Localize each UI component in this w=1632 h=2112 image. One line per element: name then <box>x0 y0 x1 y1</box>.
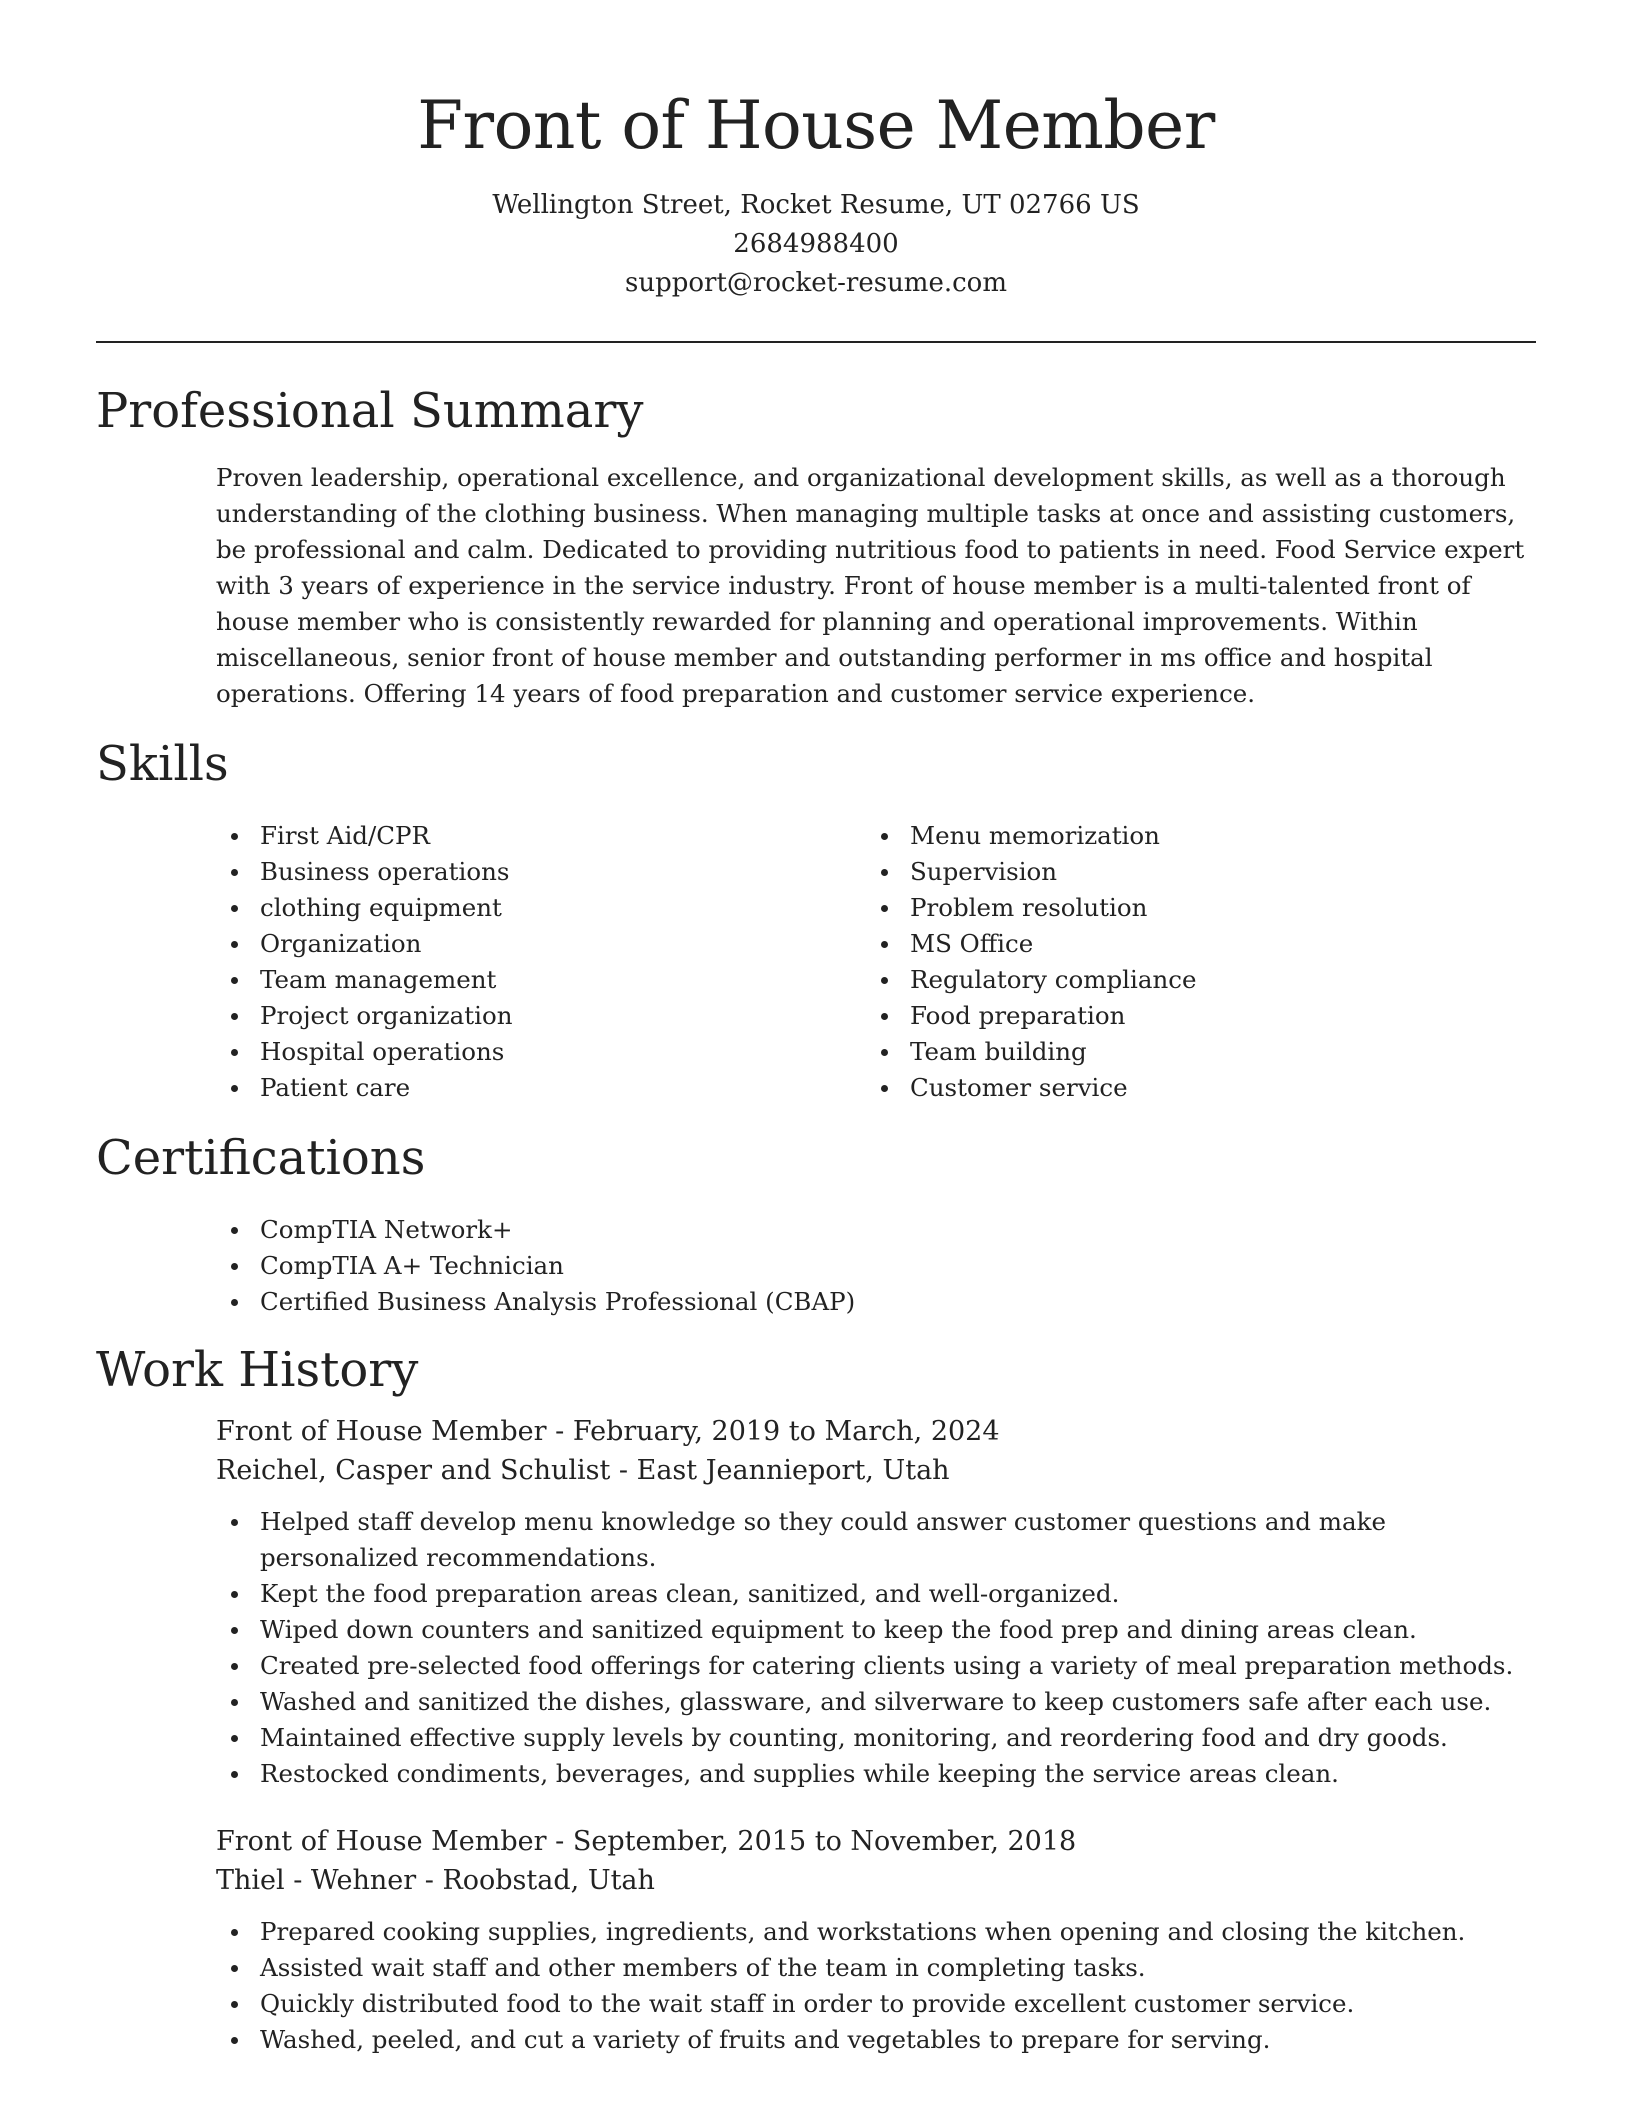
resume-header <box>0 80 1632 303</box>
header-divider <box>96 341 1536 343</box>
phone-number: 2684988400 <box>733 229 899 259</box>
skill-item: First Aid/CPR <box>216 818 836 854</box>
certification-item: CompTIA Network+ <box>216 1212 1516 1248</box>
skills-list-left <box>216 818 836 1106</box>
section-title-skills: Skills <box>96 736 229 792</box>
skill-item: Supervision <box>866 854 1526 890</box>
company-name: Thiel - Wehner <box>216 1865 417 1896</box>
certification-item: CompTIA A+ Technician <box>216 1248 1516 1284</box>
separator: - <box>416 1865 443 1896</box>
skill-item: Problem resolution <box>866 890 1526 926</box>
skill-item: Regulatory compliance <box>866 962 1526 998</box>
skill-item: Project organization <box>216 998 836 1034</box>
skill-item: Food preparation <box>866 998 1526 1034</box>
job-company-line <box>216 1861 1536 1900</box>
job-entry <box>216 1412 1536 1792</box>
certifications-list <box>216 1212 1516 1320</box>
job-duty-item: Restocked condiments, beverages, and supplies while keeping the service areas clean. <box>216 1756 1536 1792</box>
job-duty-item: Wiped down counters and sanitized equipment to keep the food prep and dining areas clean. <box>216 1612 1536 1648</box>
job-duty-item: Maintained effective supply levels by counting, monitoring, and reordering food and dry goods. <box>216 1720 1536 1756</box>
job-duty-item: Washed, peeled, and cut a variety of fruits and vegetables to prepare for serving. <box>216 2022 1536 2058</box>
separator: - <box>546 1826 573 1857</box>
job-entry <box>216 1822 1536 2058</box>
skill-item: Business operations <box>216 854 836 890</box>
contact-info <box>0 186 1632 303</box>
job-title-line <box>216 1412 1536 1451</box>
candidate-name: Front of House Member <box>417 87 1215 164</box>
job-location: East Jeannieport, Utah <box>636 1455 950 1486</box>
skill-item: MS Office <box>866 926 1526 962</box>
job-title: Front of House Member <box>216 1416 547 1447</box>
email-address: support@rocket-resume.com <box>624 268 1007 298</box>
section-title-work-history: Work History <box>96 1342 419 1398</box>
skill-item: Team building <box>866 1034 1526 1070</box>
job-duty-item: Assisted wait staff and other members of the team in completing tasks. <box>216 1950 1536 1986</box>
job-location: Roobstad, Utah <box>442 1865 655 1896</box>
job-title-line <box>216 1822 1536 1861</box>
job-duty-item: Washed and sanitized the dishes, glassware, and silverware to keep customers safe after each use. <box>216 1684 1536 1720</box>
section-title-summary: Professional Summary <box>96 383 644 439</box>
job-title: Front of House Member <box>216 1826 547 1857</box>
job-duty-item: Prepared cooking supplies, ingredients, and workstations when opening and closing the kitchen. <box>216 1914 1536 1950</box>
address: Wellington Street, Rocket Resume, UT 02766 US <box>492 190 1140 220</box>
job-duties-list <box>216 1914 1536 2058</box>
job-duty-item: Quickly distributed food to the wait staff in order to provide excellent customer service. <box>216 1986 1536 2022</box>
skill-item: clothing equipment <box>216 890 836 926</box>
certification-item: Certified Business Analysis Professional (CBAP) <box>216 1284 1516 1320</box>
skill-item: Customer service <box>866 1070 1526 1106</box>
job-dates: September, 2015 to November, 2018 <box>572 1826 1077 1857</box>
job-bullets <box>216 1914 1536 2058</box>
skill-item: Patient care <box>216 1070 836 1106</box>
company-name: Reichel, Casper and Schulist <box>216 1455 611 1486</box>
job-duties-list <box>216 1504 1536 1792</box>
job-company-line <box>216 1451 1536 1490</box>
skills-list-right <box>866 818 1526 1106</box>
job-duty-item: Kept the food preparation areas clean, sanitized, and well-organized. <box>216 1576 1536 1612</box>
section-title-certifications: Certifications <box>96 1130 426 1186</box>
job-dates: February, 2019 to March, 2024 <box>572 1416 1000 1447</box>
skill-item: Hospital operations <box>216 1034 836 1070</box>
separator: - <box>546 1416 573 1447</box>
summary-text: Proven leadership, operational excellence, and organizational development skills, as well as a thorough understanding of the clothing business. When managing multiple tasks at once and assisting customers, be professional and calm. Dedicated to providing nutritious food to patients in need. Food Service expert with 3 years of experience in the service industry. Front of house member is a multi-talented front of house member who is consistently rewarded for planning and operational improvements. Within miscellaneous, senior front of house member and outstanding performer in ms office and hospital operations. Offering 14 years of food preparation and customer service experience. <box>216 463 1525 708</box>
job-duty-item: Helped staff develop menu knowledge so they could answer customer questions and make personalized recommendations. <box>216 1504 1536 1576</box>
job-bullets <box>216 1504 1536 1792</box>
separator: - <box>610 1455 637 1486</box>
skill-item: Menu memorization <box>866 818 1526 854</box>
job-duty-item: Created pre-selected food offerings for catering clients using a variety of meal preparation methods. <box>216 1648 1536 1684</box>
skill-item: Organization <box>216 926 836 962</box>
skill-item: Team management <box>216 962 836 998</box>
